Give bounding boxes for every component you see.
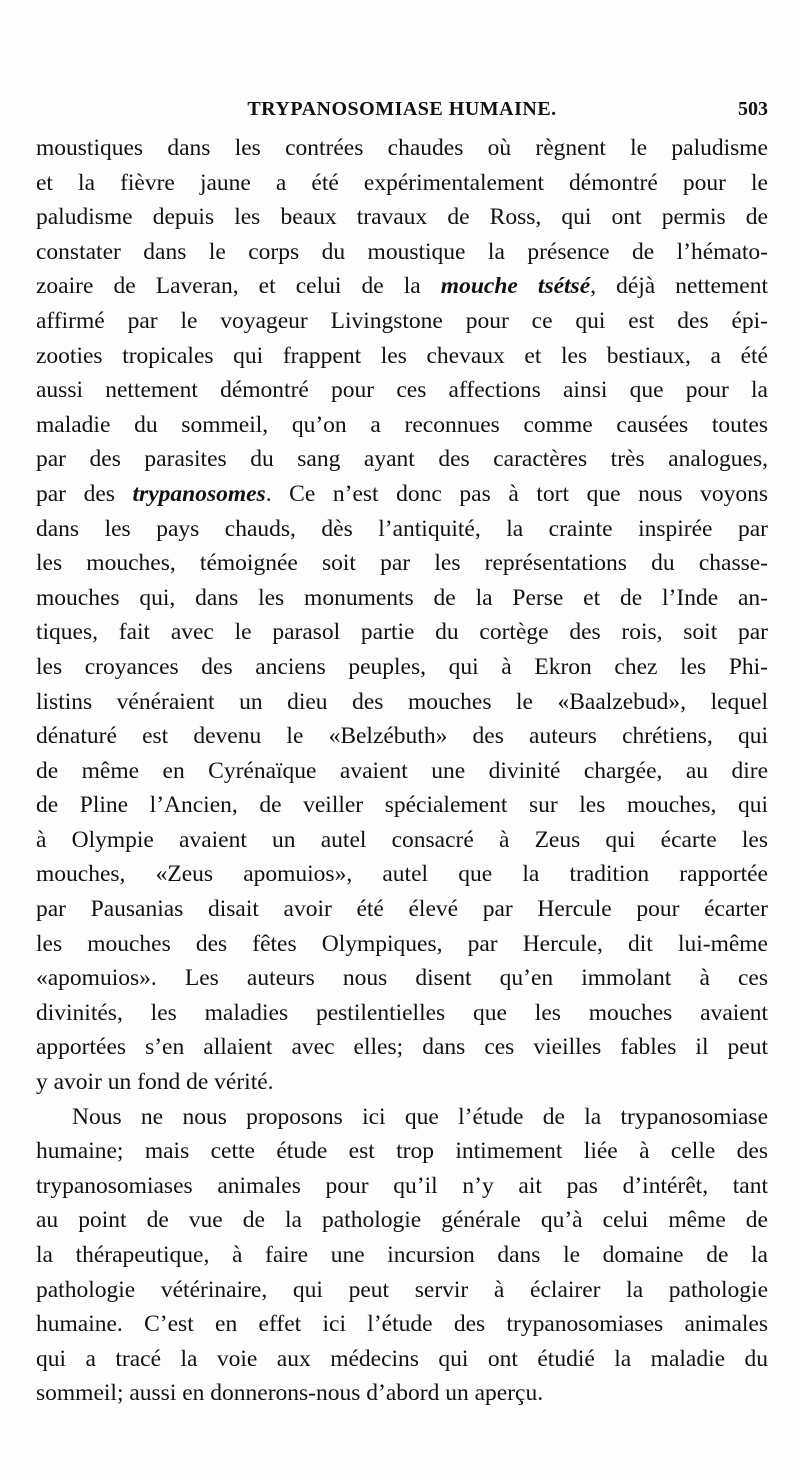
text-line (36, 961, 768, 996)
line-text: «apomuios». Les auteurs nous disent qu’en immolant à ces (36, 965, 768, 992)
text-line (36, 650, 768, 685)
line-text: paludisme depuis les beaux travaux de Ross, qui ont permis de (36, 204, 768, 231)
line-text: constater dans le corps du moustique la présence de l’hémato- (36, 238, 768, 265)
text-line (36, 131, 768, 166)
text-line (36, 512, 768, 547)
text-line (36, 442, 768, 477)
text-line (36, 1238, 768, 1273)
text-line (36, 1100, 768, 1135)
line-text: trypanosomiases animales pour qu’il n’y ait pas d’intérêt, tant (36, 1172, 768, 1199)
text-line (36, 1376, 768, 1411)
line-text: à Olympie avaient un autel consacré à Zeus qui écarte les (36, 826, 768, 853)
line-text: qui a tracé la voie aux médecins qui ont étudié la maladie du (36, 1345, 768, 1372)
line-text: moustiques dans les contrées chaudes où règnent le paludisme (36, 135, 768, 161)
line-text: aussi nettement démontré pour ces affections ainsi que pour la (36, 377, 768, 404)
line-text: , déjà nettement (590, 273, 768, 300)
italic-term: trypanosomes (132, 480, 266, 507)
line-text: sommeil; aussi en donnerons-nous d’abord un aperçu. (36, 1380, 544, 1407)
line-text: par Pausanias disait avoir été élevé par Hercule pour écarter (36, 896, 768, 923)
text-line (36, 1134, 768, 1169)
text-line (36, 823, 768, 858)
text-line (36, 408, 768, 443)
line-text: la thérapeutique, à faire une incursion dans le domaine de la (36, 1242, 768, 1268)
text-line (36, 1342, 768, 1377)
line-text: y avoir un fond de vérité. (36, 1069, 274, 1096)
line-text: mouches, «Zeus apomuios», autel que la tradition rapportée (36, 861, 768, 888)
line-text: Nous ne nous proposons ici que l’étude de la trypanosomiase (72, 1103, 768, 1130)
line-text: de Pline l’Ancien, de veiller spécialement sur les mouches, qui (36, 792, 768, 819)
line-text: humaine. C’est en effet ici l’étude des trypanosomiases animales (36, 1311, 768, 1338)
text-line (36, 996, 768, 1031)
line-text: de même en Cyrénaïque avaient une divinité chargée, au dire (36, 757, 768, 784)
text-line (36, 373, 768, 408)
line-text: les croyances des anciens peuples, qui à Ekron chez les Phi- (36, 653, 768, 680)
text-line (36, 1169, 768, 1204)
line-text: dans les pays chauds, dès l’antiquité, la crainte inspirée par (36, 515, 768, 542)
body-text (36, 131, 768, 1411)
text-line (36, 927, 768, 962)
paragraph-1 (36, 131, 768, 1100)
running-head: TRYPANOSOMIASE HUMAINE. (247, 98, 557, 120)
text-line (36, 685, 768, 720)
text-line (36, 339, 768, 374)
page-number: 503 (738, 98, 768, 120)
line-text: au point de vue de la pathologie générale qu’à celui même de (36, 1207, 768, 1234)
paragraph-2 (36, 1100, 768, 1411)
line-text: apportées s’en allaient avec elles; dans ces vieilles fables il peut (36, 1034, 768, 1061)
line-text: mouches qui, dans les monuments de la Perse et de l’Inde an- (36, 584, 768, 611)
page-header (36, 98, 768, 126)
line-text: les mouches, témoignée soit par les représentations du chasse- (36, 550, 768, 577)
text-line (36, 754, 768, 789)
italic-term: mouche tsétsé (440, 273, 591, 300)
text-line (36, 1273, 768, 1308)
text-line (36, 1203, 768, 1238)
line-text: . Ce n’est donc pas à tort que nous voyons (265, 480, 768, 507)
line-text: dénaturé est devenu le «Belzébuth» des auteurs chrétiens, qui (36, 723, 768, 750)
line-text: pathologie vétérinaire, qui peut servir à éclairer la pathologie (36, 1276, 768, 1303)
line-text: par des parasites du sang ayant des caractères très analogues, (36, 446, 768, 473)
line-text: listins vénéraient un dieu des mouches le «Baalzebud», lequel (36, 688, 768, 715)
line-text: tiques, fait avec le parasol partie du cortège des rois, soit par (36, 619, 768, 646)
line-text: divinités, les maladies pestilentielles que les mouches avaient (36, 999, 768, 1026)
line-text: et la fièvre jaune a été expérimentalement démontré pour le (36, 169, 768, 196)
line-text: par des (36, 480, 133, 507)
text-line (36, 719, 768, 754)
line-text: maladie du sommeil, qu’on a reconnues comme causées toutes (36, 411, 768, 438)
line-text: zooties tropicales qui frappent les chevaux et les bestiaux, a été (36, 342, 768, 369)
line-text: zoaire de Laveran, et celui de la (36, 273, 441, 300)
text-line (36, 581, 768, 616)
text-line (36, 788, 768, 823)
text-line (36, 546, 768, 581)
text-line (36, 857, 768, 892)
text-line (36, 477, 768, 512)
text-line (36, 615, 768, 650)
text-line (36, 304, 768, 339)
text-line (36, 166, 768, 201)
text-line (36, 269, 768, 304)
text-line (36, 200, 768, 235)
text-line (36, 1307, 768, 1342)
text-line (36, 1030, 768, 1065)
line-text: humaine; mais cette étude est trop intimement liée à celle des (36, 1138, 768, 1165)
line-text: affirmé par le voyageur Livingstone pour ce qui est des épi- (36, 307, 768, 334)
text-line (36, 1065, 768, 1100)
line-text: les mouches des fêtes Olympiques, par Hercule, dit lui-même (36, 930, 768, 957)
text-line (36, 892, 768, 927)
text-line (36, 235, 768, 270)
